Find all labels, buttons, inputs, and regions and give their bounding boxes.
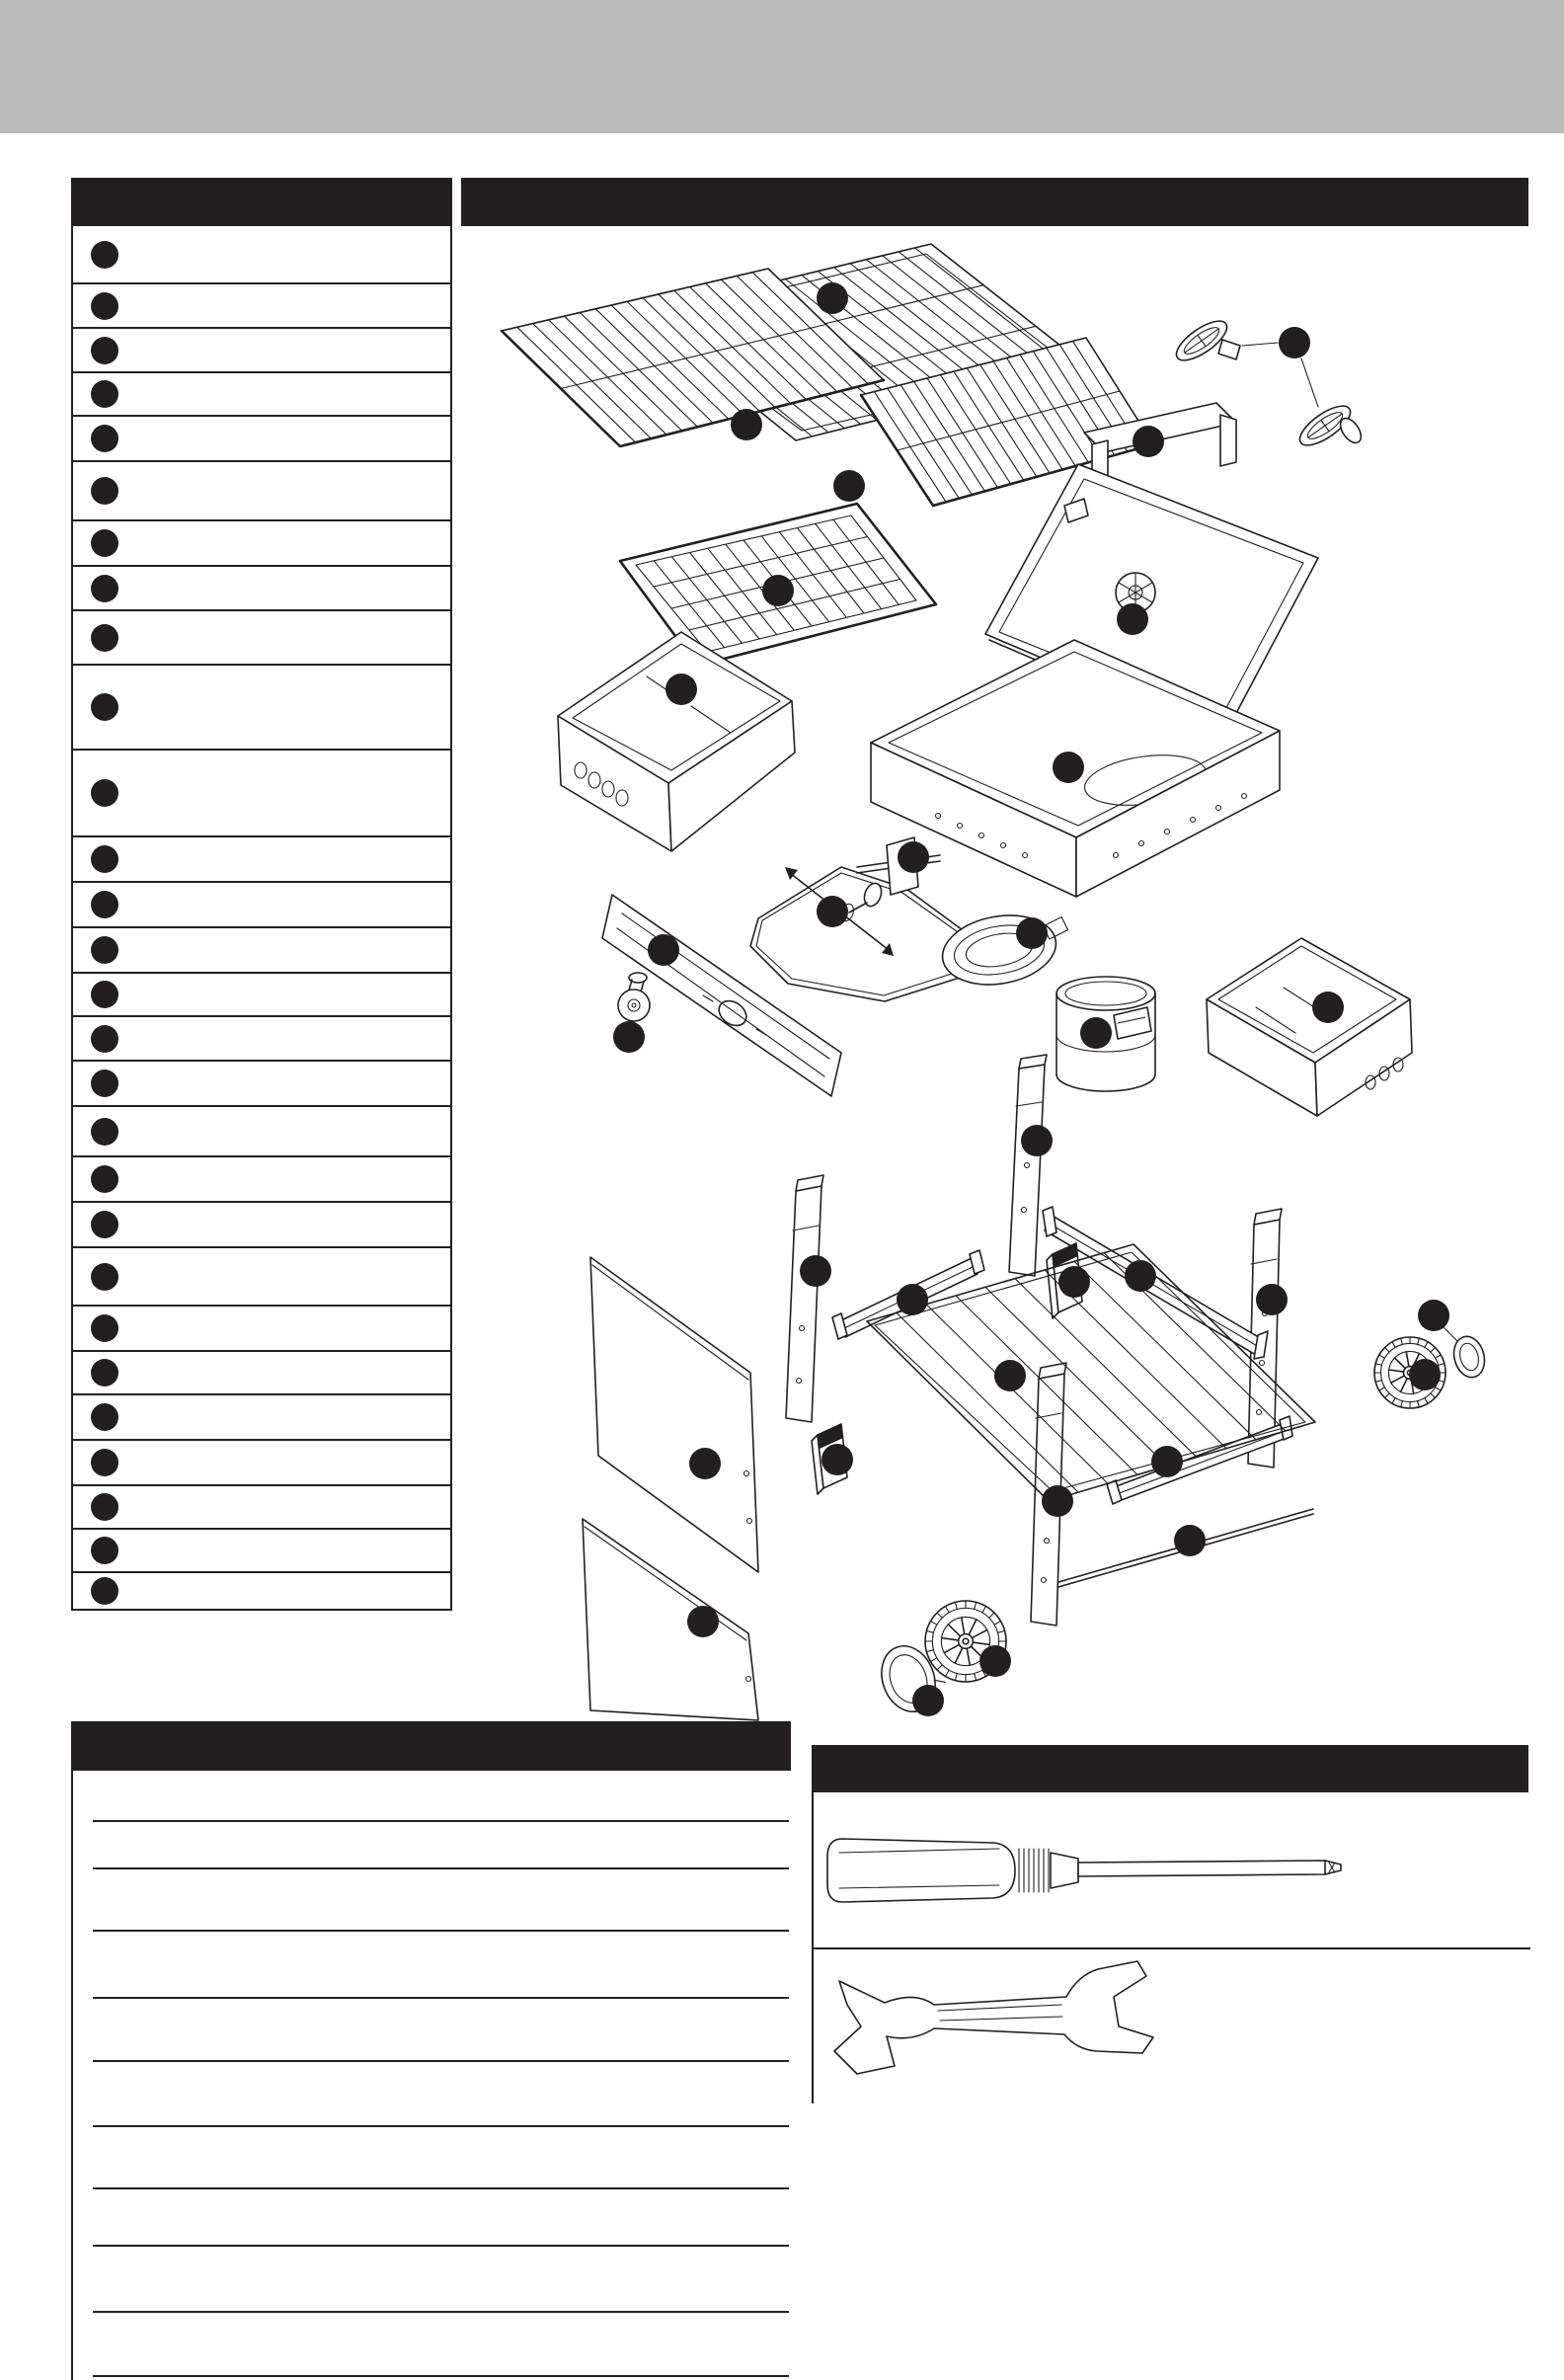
part-number-bullet [91, 1263, 118, 1291]
callout-dot-left-side-table [665, 674, 697, 705]
callout-dot-charcoal-basket [762, 575, 794, 606]
parts-list-row [73, 373, 450, 417]
page-top-band [0, 0, 1564, 133]
part-number-bullet [91, 477, 118, 505]
part-number-bullet [91, 981, 118, 1008]
callout-dot-lid [1117, 603, 1148, 635]
hardware-rule-line [93, 1820, 789, 1822]
callout-dot-ring [1016, 917, 1048, 949]
cooking-grate-right-drawing [861, 338, 1153, 506]
charcoal-basket-drawing [620, 504, 936, 666]
callout-dot-firebox [1053, 752, 1084, 783]
callout-dot-lid-handle [1133, 426, 1164, 457]
part-number-bullet [91, 1493, 118, 1521]
wheel-right-drawing [1374, 1337, 1446, 1408]
callout-dot-igniter-assembly [898, 841, 929, 873]
hardware-rule-line [93, 2245, 789, 2247]
parts-list-panel [71, 178, 452, 1611]
callout-dot-small-wheel-set [1279, 327, 1310, 358]
callout-dot-cooking-grate-right [833, 470, 865, 502]
hardware-rule-line [93, 1867, 789, 1869]
diagram-header-bar [461, 178, 1528, 226]
callout-dot-connector-box [1058, 1266, 1090, 1298]
parts-list-row [73, 1062, 450, 1107]
callout-dot-hubcap [912, 1685, 944, 1716]
wire-frame-drawing [750, 837, 974, 1001]
right-rear-leg-drawing [1248, 1209, 1282, 1468]
hubcap-drawing [873, 1635, 952, 1718]
callout-dot-lower-brace [1151, 1446, 1183, 1477]
lid-handle-drawing [1084, 403, 1236, 499]
callout-dot-cooking-grate-left [731, 409, 762, 440]
right-crossbar-drawing [1043, 1207, 1268, 1359]
part-number-bullet [91, 1211, 118, 1238]
hardware-rule-line [93, 2060, 789, 2062]
parts-list-row [73, 666, 450, 751]
callout-dot-side-panel-lower [687, 1606, 719, 1637]
front-leg-drawing [1031, 1363, 1066, 1626]
axle-rod-drawing [1058, 1509, 1313, 1587]
hardware-list-panel [71, 1721, 791, 2380]
parts-list-row [73, 751, 450, 837]
parts-list-row [73, 226, 450, 284]
parts-list-header-bar [71, 178, 452, 226]
part-number-bullet [91, 1537, 118, 1564]
part-number-bullet [91, 425, 118, 452]
callout-dot-wire-frame [817, 896, 848, 927]
part-number-bullet [91, 1449, 118, 1476]
side-panel-upper-drawing [590, 1257, 758, 1572]
callout-dot-leg-connector [821, 1444, 853, 1475]
hardware-rule-line [93, 1997, 789, 1999]
right-side-table-drawing [1207, 938, 1412, 1116]
parts-list-row [73, 521, 450, 567]
hardware-list-rows [71, 1771, 791, 2380]
callout-dots-layer [613, 282, 1449, 1716]
callout-dot-bottom-wire-shelf [994, 1360, 1026, 1391]
small-wheel-set-drawing [1171, 314, 1366, 452]
tools-divider-line [814, 1947, 1530, 1949]
part-number-bullet [91, 891, 118, 918]
parts-list-row [73, 1107, 450, 1157]
tools-header-bar [812, 1745, 1528, 1792]
callout-dot-left-crossbar [897, 1284, 928, 1315]
caster-wheel-drawing [618, 973, 650, 1021]
front-panel-drawing [602, 895, 841, 1096]
firebox-drawing [871, 640, 1280, 897]
parts-list-row [73, 1307, 450, 1352]
parts-list-row [73, 883, 450, 928]
parts-list-row [73, 462, 450, 521]
connector-box-drawing [1047, 1243, 1082, 1318]
part-number-bullet [91, 241, 118, 269]
parts-list-row [73, 1530, 450, 1573]
part-number-bullet [91, 529, 118, 557]
part-number-bullet [91, 693, 118, 721]
part-number-bullet [91, 1118, 118, 1146]
part-number-bullet [91, 1165, 118, 1193]
part-number-bullet [91, 624, 118, 652]
lid-drawing [985, 464, 1318, 743]
part-number-bullet [91, 337, 118, 364]
part-number-bullet [91, 1403, 118, 1431]
part-number-bullet [91, 1577, 118, 1605]
rear-center-leg-drawing [1009, 1055, 1047, 1276]
leg-connector-drawing [812, 1424, 847, 1494]
ring-drawing [937, 905, 1075, 993]
parts-list-row [73, 1486, 450, 1530]
left-crossbar-drawing [832, 1250, 984, 1339]
left-rear-leg-drawing [786, 1175, 823, 1422]
callout-dot-left-rear-leg [800, 1255, 831, 1287]
part-number-bullet [91, 575, 118, 602]
parts-list-row [73, 928, 450, 974]
part-number-bullet [91, 1314, 118, 1342]
parts-list-rows [71, 226, 452, 1611]
part-number-bullet [91, 845, 118, 873]
callout-dot-front-leg [1042, 1485, 1073, 1517]
parts-list-row [73, 1441, 450, 1486]
callout-dot-axle-rod [1174, 1525, 1206, 1556]
hardware-rule-line [93, 2187, 789, 2189]
part-number-bullet [91, 380, 118, 408]
wheel-bottom-drawing [925, 1601, 1006, 1682]
callout-dot-wheel-bottom [979, 1645, 1011, 1677]
hardware-list-header-bar [71, 1721, 791, 1771]
part-number-bullet [91, 1359, 118, 1387]
left-side-table-drawing [558, 632, 795, 851]
callout-dot-right-crossbar [1125, 1260, 1156, 1292]
callout-dot-front-panel [648, 934, 679, 966]
hardware-rule-line [93, 2375, 789, 2377]
cooking-grate-left-drawing [502, 269, 884, 446]
parts-list-row [73, 284, 450, 329]
parts-list-row [73, 1395, 450, 1441]
parts-list-row [73, 837, 450, 883]
hardware-rule-line [93, 2125, 789, 2127]
part-number-bullet [91, 1070, 118, 1097]
hub-ring-drawing [1444, 1327, 1489, 1381]
warming-rack-drawing [640, 244, 1088, 440]
part-number-bullet [91, 936, 118, 964]
side-panel-lower-drawing [583, 1519, 758, 1720]
lower-brace-drawing [1107, 1416, 1292, 1504]
bottom-wire-shelf-drawing [867, 1244, 1315, 1501]
callout-dot-right-rear-leg [1256, 1284, 1288, 1315]
parts-list-row [73, 567, 450, 611]
tools-body [812, 1792, 1528, 2103]
part-number-bullet [91, 292, 118, 320]
callout-dot-rear-center-leg [1021, 1125, 1053, 1156]
parts-list-row [73, 1017, 450, 1062]
parts-list-row [73, 1248, 450, 1307]
callout-dot-right-side-table [1312, 992, 1344, 1023]
hardware-rule-line [93, 1930, 789, 1932]
parts-list-row [73, 1573, 450, 1611]
callout-dot-side-panel-upper [689, 1448, 721, 1479]
callout-dot-wheel-right [1409, 1359, 1441, 1390]
callout-dot-caster-wheel [613, 1021, 645, 1053]
callout-dot-hub-ring [1418, 1300, 1449, 1331]
parts-list-row [73, 329, 450, 373]
part-number-bullet [91, 779, 118, 807]
parts-list-row [73, 1352, 450, 1395]
callout-dot-ash-bucket [1080, 1017, 1112, 1049]
hardware-rule-line [93, 2311, 789, 2313]
parts-list-row [73, 1157, 450, 1203]
tools-panel [812, 1745, 1528, 2103]
part-number-bullet [91, 1025, 118, 1053]
ash-bucket-drawing [1056, 977, 1155, 1091]
parts-list-row [73, 974, 450, 1017]
parts-list-row [73, 611, 450, 666]
parts-list-row [73, 417, 450, 462]
callout-dot-warming-rack [817, 282, 848, 314]
parts-list-row [73, 1203, 450, 1248]
